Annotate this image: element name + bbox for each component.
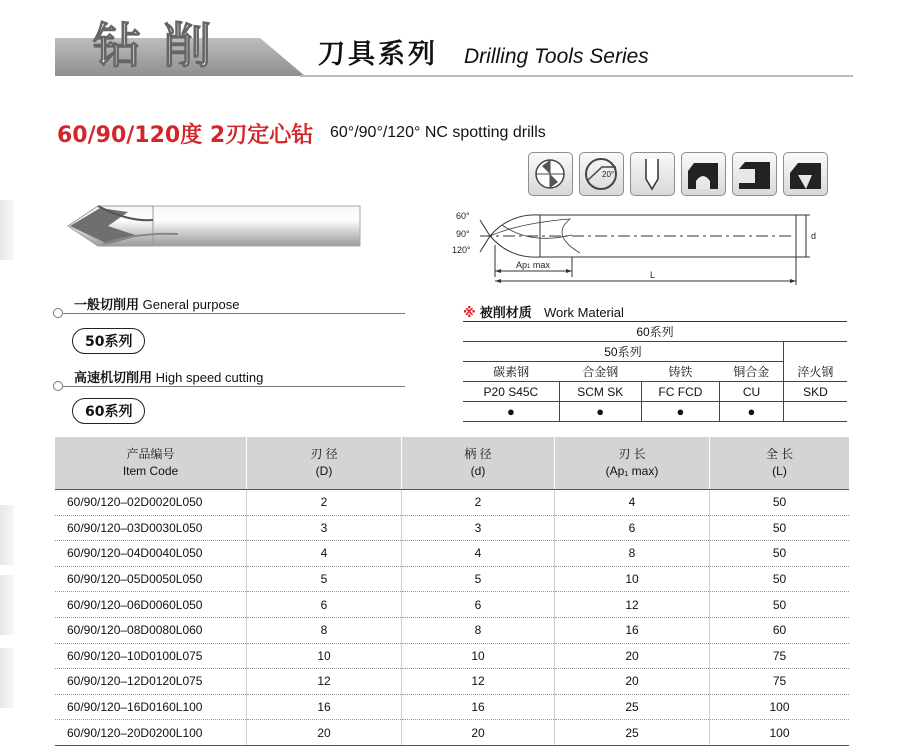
table-row: 60/90/120–02D0020L050 2 2 4 50 bbox=[55, 490, 849, 516]
material-name: 铸铁 bbox=[641, 362, 719, 382]
note-mark: ※ bbox=[463, 306, 476, 321]
v-notch-icon bbox=[783, 152, 828, 196]
side-watermark bbox=[0, 505, 14, 565]
high-speed-en: High speed cutting bbox=[155, 370, 264, 385]
material-grade: SKD bbox=[783, 382, 847, 402]
header-badge bbox=[55, 10, 305, 76]
table-row: 60/90/120–16D0160L100 16 16 25 100 bbox=[55, 694, 849, 720]
material-name: 碳素钢 bbox=[463, 362, 559, 382]
series-60-span: 60系列 bbox=[463, 322, 847, 342]
work-material-en: Work Material bbox=[543, 305, 624, 320]
svg-text:Ap1 max bbox=[516, 260, 550, 270]
v-groove-icon bbox=[630, 152, 675, 196]
general-purpose-en: General purpose bbox=[142, 297, 240, 312]
suitability-mark: ● bbox=[559, 402, 641, 422]
work-material-title bbox=[463, 302, 624, 321]
high-speed-cn: 高速机切削用 bbox=[74, 371, 153, 386]
table-row: 60/90/120–20D0200L100 20 20 25 100 bbox=[55, 720, 849, 746]
purpose-rule bbox=[63, 386, 405, 387]
col-item-code: 产品编号 Item Code bbox=[55, 437, 247, 490]
angle-label: 120° bbox=[452, 245, 471, 255]
ap-subscript: 1 bbox=[527, 264, 531, 270]
col-cutting-length: 刃 长 (Ap₁ max) bbox=[555, 437, 710, 490]
spec-table bbox=[55, 437, 849, 746]
suitability-mark: ● bbox=[463, 402, 559, 422]
material-grade: P20 S45C bbox=[463, 382, 559, 402]
material-grade: FC FCD bbox=[641, 382, 719, 402]
application-icons bbox=[528, 152, 828, 196]
side-watermark bbox=[0, 648, 14, 708]
chamfer-20deg-icon bbox=[579, 152, 624, 196]
purpose-rule bbox=[63, 313, 405, 314]
table-row: 60/90/120–06D0060L050 6 6 12 50 bbox=[55, 592, 849, 618]
col-shank-diameter: 柄 径 (d) bbox=[402, 437, 555, 490]
suitability-mark bbox=[783, 402, 847, 422]
ap-label: Ap bbox=[516, 260, 528, 270]
table-header-row bbox=[55, 437, 849, 490]
table-row: 60/90/120–10D0100L075 10 10 20 75 bbox=[55, 643, 849, 669]
suitability-mark: ● bbox=[720, 402, 784, 422]
purpose-marker bbox=[53, 381, 63, 391]
series-50-badge: 50系列 bbox=[72, 328, 145, 354]
step-corner-icon bbox=[732, 152, 777, 196]
table-row: 60/90/120–03D0030L050 3 3 6 50 bbox=[55, 515, 849, 541]
side-watermark bbox=[0, 200, 14, 260]
arch-slot-icon bbox=[681, 152, 726, 196]
page-subtitle: Drilling Tools Series bbox=[464, 45, 649, 68]
material-grade: CU bbox=[720, 382, 784, 402]
page-title: 刀具系列 bbox=[318, 39, 438, 70]
header-rule bbox=[300, 75, 853, 77]
suitability-mark: ● bbox=[641, 402, 719, 422]
table-row: 60/90/120–08D0080L060 8 8 16 60 bbox=[55, 617, 849, 643]
chamfer-angle-label: 20° bbox=[602, 170, 615, 179]
ap-suffix: max bbox=[530, 260, 550, 270]
series-50-span: 50系列 bbox=[463, 342, 783, 362]
material-name: 合金钢 bbox=[559, 362, 641, 382]
header-badge-text: 钻削 bbox=[93, 18, 234, 74]
general-purpose-label bbox=[74, 294, 239, 313]
table-row: 60/90/120–05D0050L050 5 5 10 50 bbox=[55, 566, 849, 592]
material-name: 淬火钢 bbox=[783, 362, 847, 382]
work-material-cn: 被削材质 bbox=[479, 306, 532, 321]
high-speed-label bbox=[74, 367, 263, 386]
col-overall-length: 全 长 (L) bbox=[710, 437, 850, 490]
series-60-badge: 60系列 bbox=[72, 398, 145, 424]
material-grade: SCM SK bbox=[559, 382, 641, 402]
material-name: 铜合金 bbox=[720, 362, 784, 382]
angle-label: 60° bbox=[456, 211, 470, 221]
side-watermark bbox=[0, 575, 14, 635]
table-row: 60/90/120–12D0120L075 12 12 20 75 bbox=[55, 669, 849, 695]
table-row: 60/90/120–04D0040L050 4 4 8 50 bbox=[55, 541, 849, 567]
technical-drawing bbox=[450, 205, 830, 287]
drill-illustration bbox=[58, 200, 363, 252]
general-purpose-cn: 一般切削用 bbox=[74, 298, 140, 313]
purpose-marker bbox=[53, 308, 63, 318]
col-cutting-diameter: 刃 径 (D) bbox=[247, 437, 402, 490]
angle-label: 90° bbox=[456, 229, 470, 239]
product-title: 60/90/120度 2刃定心钻 bbox=[57, 123, 314, 148]
center-spot-icon bbox=[528, 152, 573, 196]
work-material-table bbox=[463, 321, 847, 422]
length-label: L bbox=[650, 270, 656, 280]
product-title-en: 60°/90°/120° NC spotting drills bbox=[330, 124, 546, 141]
diameter-label: d bbox=[811, 231, 817, 241]
